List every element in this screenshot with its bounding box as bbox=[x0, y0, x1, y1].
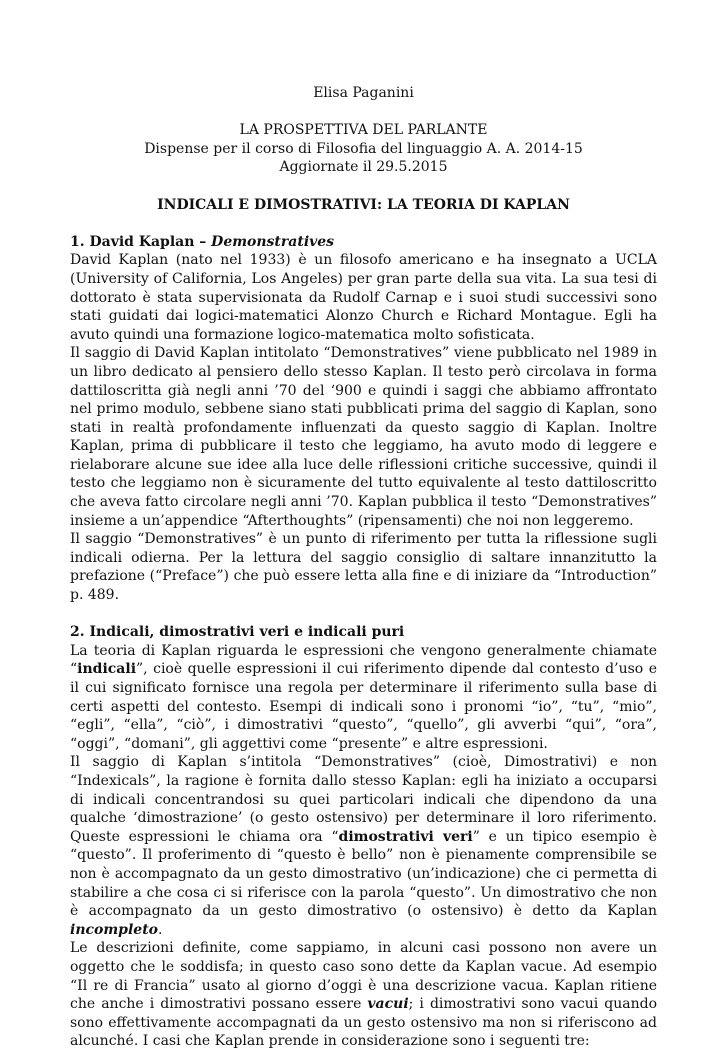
bold-term-indicali: indicali bbox=[77, 661, 137, 678]
section-1 bbox=[70, 233, 657, 605]
text-run: ” e un tipico esempio è “questo”. Il proferimento di “questo è bello” non è pienamente comprensibile se non è accompagnato da un gesto dimostrativo (un’indicazione) che ci permetta di stabilire a che cosa ci si riferisce con la parola “questo”. Un dimostrativo che non è accompagnato da un gesto dimostrativo (o ostensivo) è detto da Kaplan bbox=[70, 828, 657, 920]
section-2-paragraph-3 bbox=[70, 939, 657, 1051]
author-name: Elisa Paganini bbox=[313, 85, 414, 101]
section-1-paragraph-1: David Kaplan (nato nel 1933) è un filosofo americano e ha insegnato a UCLA (University of California, Los Angeles) per gran parte della sua vita. La sua tesi di dottorato è stata supervisionata da Rudolf Carnap e i suoi studi successivi sono stati guidati dai logici-matematici Alonzo Church e Richard Montague. Egli ha avuto quindi una formazione logico-matematica molto sofisticata. bbox=[70, 252, 657, 343]
course-title: LA PROSPETTIVA DEL PARLANTE bbox=[239, 122, 488, 139]
section-2-heading: 2. Indicali, dimostrativi veri e indicali puri bbox=[70, 624, 405, 641]
text-run: Il saggio di Kaplan s’intitola “Demonstratives” (cioè, Dimostrativi) e non “Indexicals”, la ragione è fornita dallo stesso Kaplan: egli ha iniziato a occuparsi di indicali concentrandosi su quei particolari indicali che dipendono da una qualche ‘dimostrazione’ (o gesto ostensivo) per determinare il loro riferimento. Queste espressioni le chiama ora “ bbox=[70, 754, 657, 845]
section-2 bbox=[70, 623, 657, 1051]
bold-italic-term-vacui: vacui bbox=[367, 996, 409, 1013]
bold-term-dimostrativi-veri: dimostrativi veri bbox=[338, 828, 473, 845]
bold-italic-term-incompleto: incompleto bbox=[70, 921, 158, 938]
section-2-paragraph-1 bbox=[70, 642, 657, 754]
section-spacer bbox=[70, 605, 657, 624]
update-date: Aggiornate il 29.5.2015 bbox=[279, 159, 448, 176]
course-line: Dispense per il corso di Filosofia del linguaggio A. A. 2014-15 bbox=[144, 140, 583, 157]
text-run: . bbox=[158, 921, 163, 938]
text-run: La teoria di Kaplan riguarda le espressioni che vengono generalmente chiamate “ bbox=[70, 642, 657, 678]
text-run: ; i dimostrativi sono vacui quando sono effettivamente accompagnati da un gesto ostensivo ma non si riferiscono ad alcunché. I casi che Kaplan prende in considerazione sono i seguenti tre: bbox=[70, 996, 657, 1050]
section-1-heading-italic: Demonstratives bbox=[211, 233, 335, 250]
main-title: INDICALI E DIMOSTRATIVI: LA TEORIA DI KAPLAN bbox=[157, 196, 570, 213]
section-1-paragraph-2: Il saggio di David Kaplan intitolato “Demonstratives” viene pubblicato nel 1989 in un libro dedicato al pensiero dello stesso Kaplan. Il testo però circolava in forma dattiloscritta già negli anni ’70 del ‘900 e quindi i saggi che abbiamo affrontato nel primo modulo, sebbene siano stati pubblicati prima del saggio di Kaplan, sono stati in realtà profondamente influenzati da questo saggio di Kaplan. Inoltre Kaplan, prima di pubblicare il testo che leggiamo, ha avuto modo di leggere e rielaborare alcune sue idee alla luce delle riflessioni critiche successive, quindi il testo che leggiamo non è sicuramente del tutto equivalente al testo dattiloscritto che aveva fatto circolare negli anni ’70. Kaplan pubblica il testo “Demonstratives” insieme a un’appendice “Afterthoughts” (ripensamenti) che noi non leggeremo. bbox=[70, 345, 657, 529]
text-run: ”, cioè quelle espressioni il cui riferimento dipende dal contesto d’uso e il cui significato fornisce una regola per determinare il riferimento sulla base di certi aspetti del contesto. Esempi di indicali sono i pronomi “io”, “tu”, “mio”, “egli”, “ella”, “ciò”, i dimostrativi “questo”, “quello”, gli avverbi “qui”, “ora”, “oggi”, “domani”, gli aggettivi come “presente” e altre espressioni. bbox=[70, 661, 657, 752]
section-1-heading bbox=[70, 233, 657, 252]
course-header bbox=[70, 121, 657, 177]
section-1-heading-prefix: 1. David Kaplan – bbox=[70, 233, 212, 250]
section-1-paragraph-3: Il saggio “Demonstratives” è un punto di riferimento per tutta la riflessione sugli indicali odierna. Per la lettura del saggio consiglio di saltare innanzitutto la prefazione (“Preface”) che può essere letta alla fine e di iniziare da “Introduction” p. 489. bbox=[70, 531, 657, 604]
text-run: Le descrizioni definite, come sappiamo, in alcuni casi possono non avere un oggetto che le soddisfa; in questo caso sono dette da Kaplan vacue. Ad esempio “Il re di Francia” usato al giorno d’oggi è una descrizione vacua. Kaplan ritiene che anche i dimostrativi possano essere bbox=[70, 940, 657, 1013]
section-2-paragraph-2 bbox=[70, 753, 657, 939]
